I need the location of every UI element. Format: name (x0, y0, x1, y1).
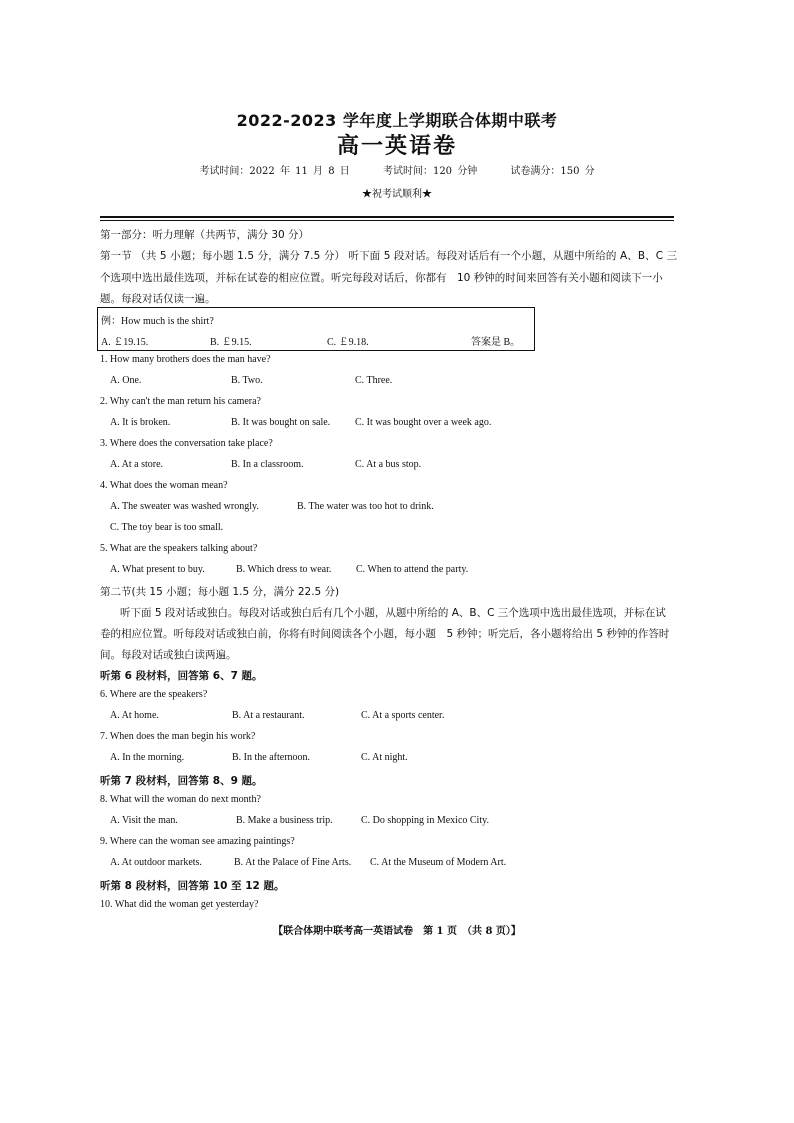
question-10: 10. What did the woman get yesterday? (100, 899, 259, 910)
exam-subtitle: 高一英语卷 (336, 133, 457, 159)
q8-option-a: A. Visit the man. (110, 815, 178, 826)
question-7: 7. When does the man begin his work? (100, 731, 256, 742)
example-question: 例：How much is the shirt? (101, 316, 214, 327)
q2-option-a: A. It is broken. (110, 417, 171, 428)
q6-option-b: B. At a restaurant. (232, 710, 305, 721)
question-9: 9. Where can the woman see amazing paintings? (100, 836, 295, 847)
q5-option-a: A. What present to buy. (110, 564, 205, 575)
material-6-heading: 听第 6 段材料，回答第 6、7 题。 (100, 670, 263, 682)
exam-duration: 考试时间：120 分钟 (382, 166, 478, 177)
question-1: 1. How many brothers does the man have? (100, 354, 271, 365)
section1-intro-line3: 题。每段对话仅读一遍。 (100, 293, 216, 305)
material-8-heading: 听第 8 段材料，回答第 10 至 12 题。 (100, 880, 285, 892)
q9-option-c: C. At the Museum of Modern Art. (370, 857, 507, 868)
question-8: 8. What will the woman do next month? (100, 794, 261, 805)
header-divider-thin (100, 220, 674, 221)
q1-option-c: C. Three. (355, 375, 393, 386)
exam-date: 考试时间：2022 年 11 月 8 日 (199, 166, 350, 177)
q7-option-b: B. In the afternoon. (232, 752, 311, 763)
question-6: 6. Where are the speakers? (100, 689, 208, 700)
q7-option-c: C. At night. (361, 752, 408, 763)
example-answer: 答案是 B。 (471, 337, 521, 348)
exam-title: 2022-2023 学年度上学期联合体期中联考 (236, 111, 558, 130)
q2-option-c: C. It was bought over a week ago. (355, 417, 492, 428)
q3-option-a: A. At a store. (110, 459, 164, 470)
full-score: 试卷满分：150 分 (510, 166, 595, 177)
q9-option-b: B. At the Palace of Fine Arts. (234, 857, 352, 868)
question-5: 5. What are the speakers talking about? (100, 543, 258, 554)
exam-meta (0, 162, 794, 177)
example-option-a: A. ￡19.15. (101, 337, 149, 348)
section2-intro-line3: 间。每段对话或独白读两遍。 (100, 649, 237, 661)
example-option-c: C. ￡9.18. (327, 337, 369, 348)
question-4: 4. What does the woman mean? (100, 480, 228, 491)
question-2: 2. Why can't the man return his camera? (100, 396, 261, 407)
q5-option-b: B. Which dress to wear. (236, 564, 332, 575)
q1-option-a: A. One. (110, 375, 142, 386)
question-3: 3. Where does the conversation take place? (100, 438, 273, 449)
q5-option-c: C. When to attend the party. (356, 564, 469, 575)
q2-option-b: B. It was bought on sale. (231, 417, 331, 428)
q3-option-b: B. In a classroom. (231, 459, 304, 470)
header-divider-thick (100, 216, 674, 218)
material-7-heading: 听第 7 段材料，回答第 8、9 题。 (100, 775, 263, 787)
section2-intro-line1: 听下面 5 段对话或独白。每段对话或独白后有几个小题，从题中所给的 A、B、C 三个选项中选出最佳选项，并标在试 (120, 607, 666, 619)
q7-option-a: A. In the morning. (110, 752, 185, 763)
q3-option-c: C. At a bus stop. (355, 459, 422, 470)
q6-option-a: A. At home. (110, 710, 159, 721)
q1-option-b: B. Two. (231, 375, 263, 386)
section2-intro-line2: 卷的相应位置。听每段对话或独白前，你将有时间阅读各个小题，每小题 5 秒钟；听完后，各小题将给出 5 秒钟的作答时 (100, 628, 670, 640)
example-option-b: B. ￡9.15. (210, 337, 252, 348)
q9-option-a: A. At outdoor markets. (110, 857, 202, 868)
q4-option-c: C. The toy bear is too small. (110, 522, 224, 533)
q8-option-b: B. Make a business trip. (236, 815, 333, 826)
q4-option-a: A. The sweater was washed wrongly. (110, 501, 259, 512)
q4-option-b: B. The water was too hot to drink. (297, 501, 434, 512)
section1-intro-line1: 第一节 （共 5 小题；每小题 1.5 分，满分 7.5 分） 听下面 5 段对话。每段对话后有一个小题，从题中所给的 A、B、C 三 (100, 250, 678, 262)
good-luck-note: ★祝考试顺利★ (362, 189, 432, 200)
page-footer: 【联合体期中联考高一英语试卷 第 1 页 （共 8 页）】 (273, 926, 521, 937)
section2-heading: 第二节(共 15 小题；每小题 1.5 分，满分 22.5 分) (100, 586, 340, 598)
part1-heading: 第一部分：听力理解（共两节，满分 30 分） (100, 229, 310, 241)
q6-option-c: C. At a sports center. (361, 710, 445, 721)
q8-option-c: C. Do shopping in Mexico City. (361, 815, 489, 826)
section1-intro-line2: 个选项中选出最佳选项，并标在试卷的相应位置。听完每段对话后，你都有 10 秒钟的时间来回答有关小题和阅读下一小 (100, 272, 663, 284)
